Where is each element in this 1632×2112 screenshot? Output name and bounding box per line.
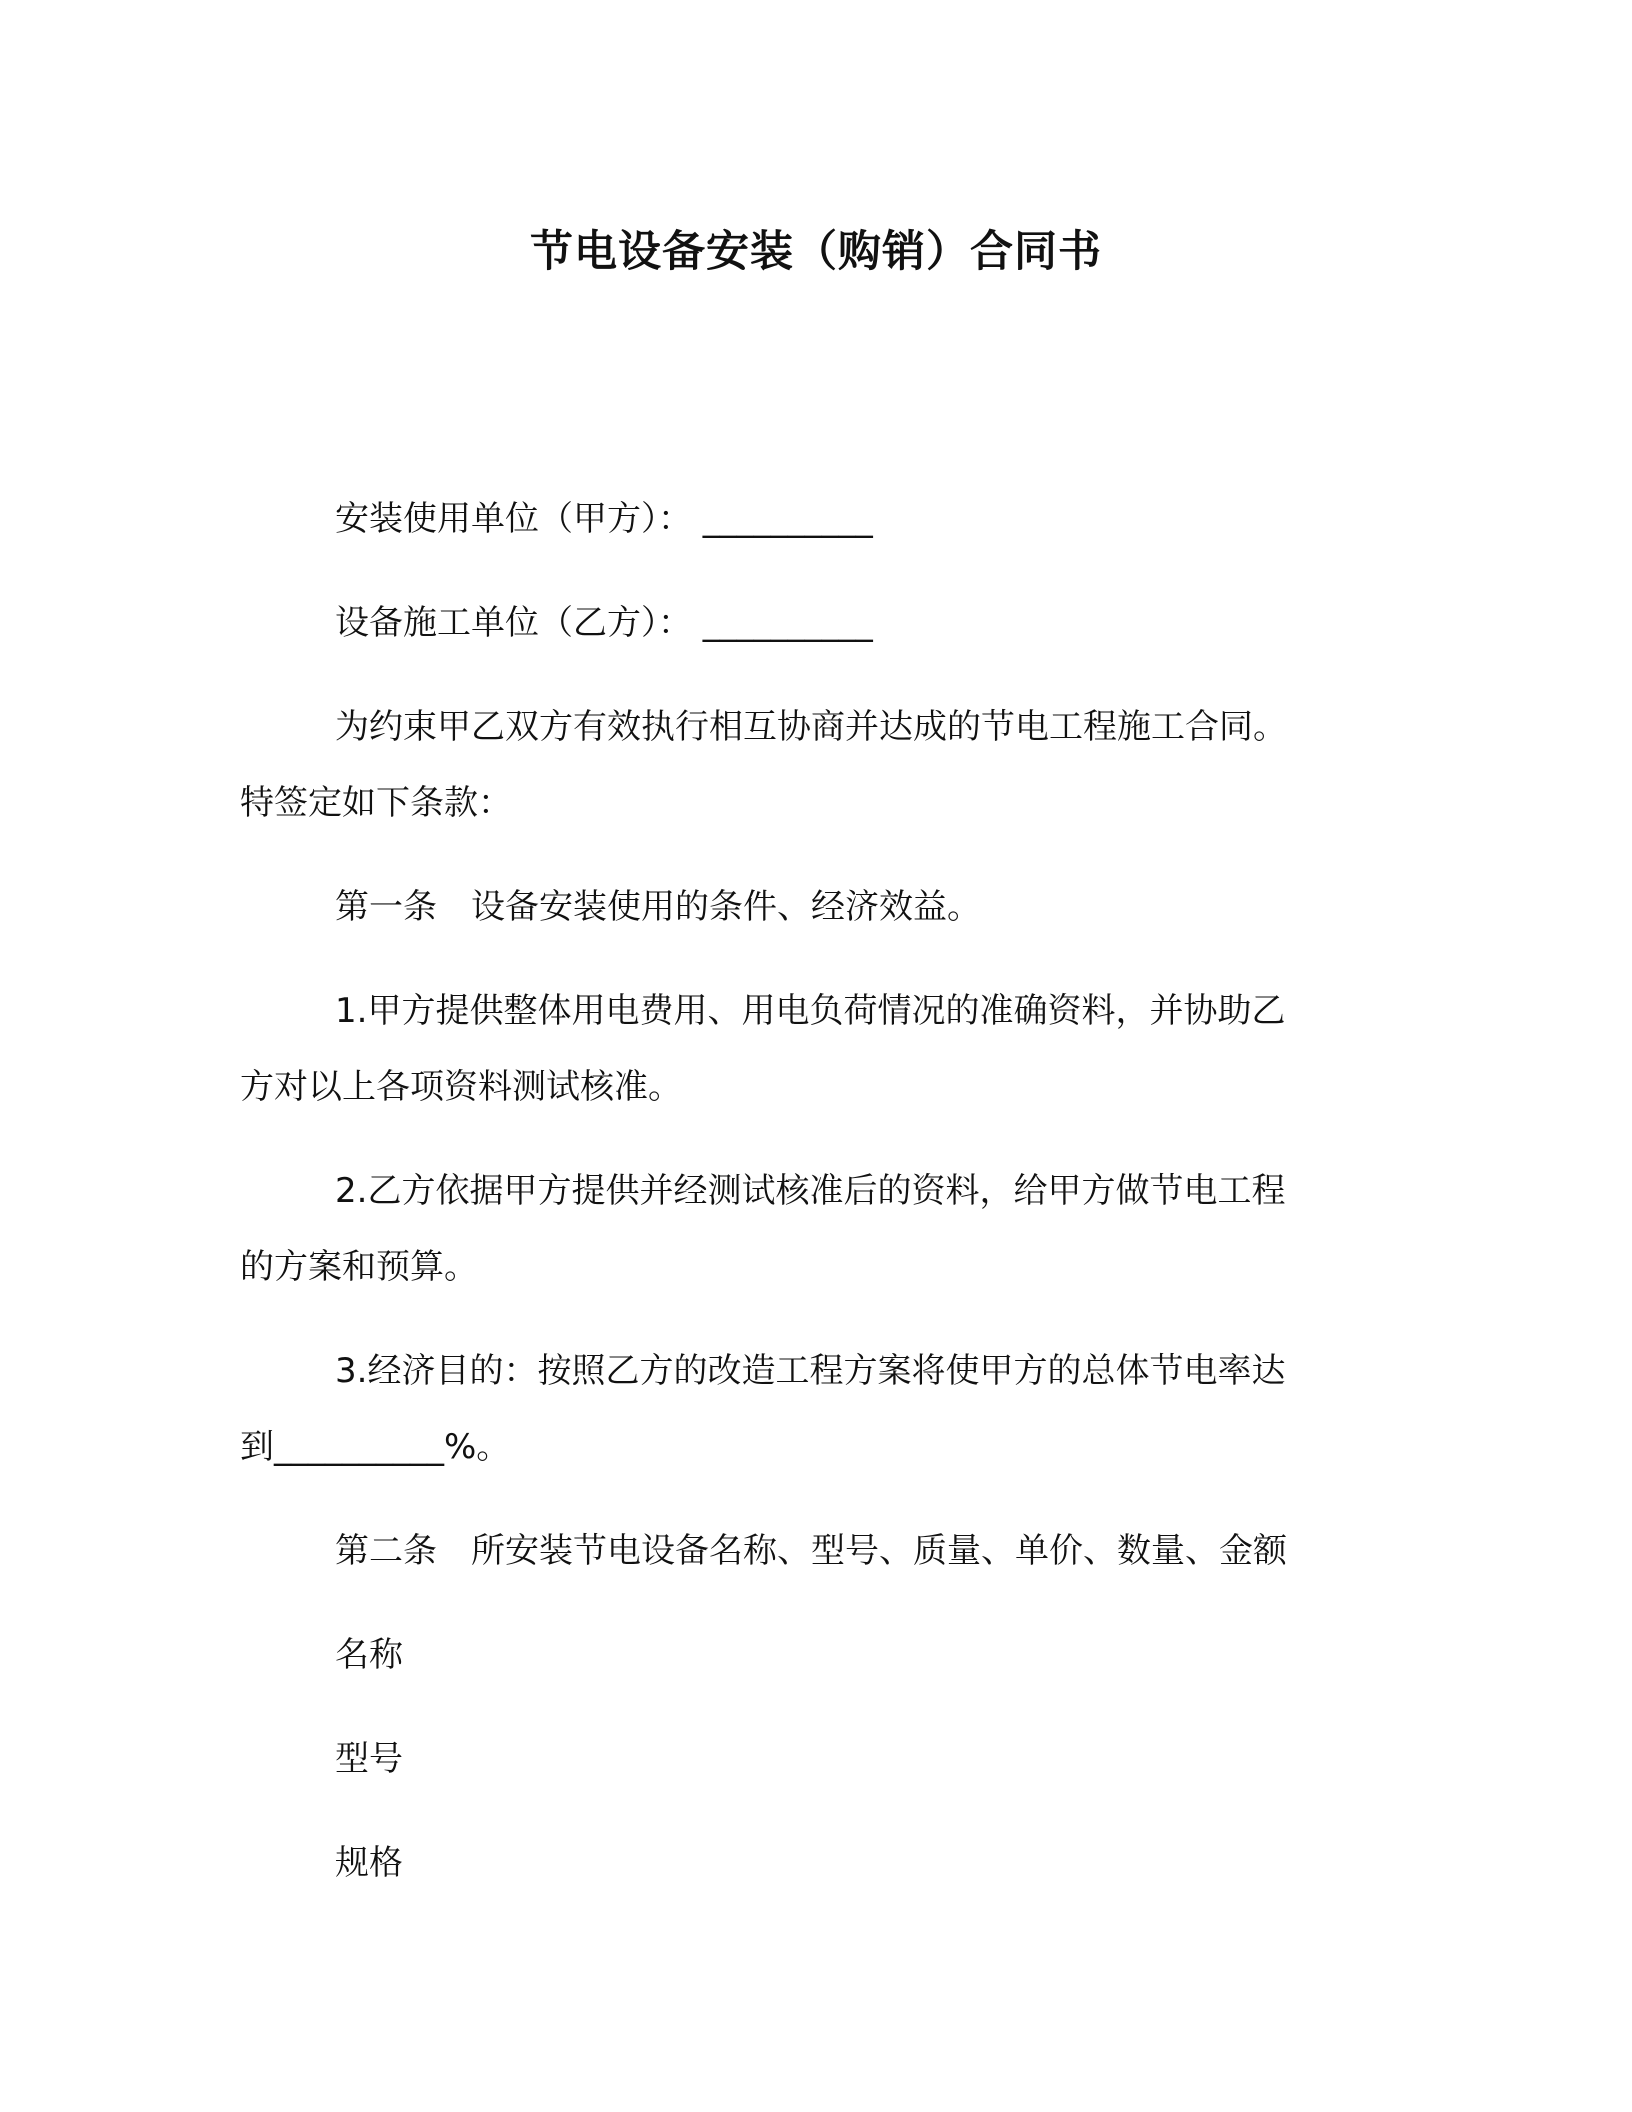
party-b-line: 设备施工单位（乙方）： __________: [335, 603, 873, 643]
field-model-label: 型号: [335, 1739, 403, 1779]
intro-text-line-2: 特签定如下条款：: [240, 783, 512, 823]
item-2-line-2: 的方案和预算。: [240, 1247, 478, 1287]
document-title: 节电设备安装（购销）合同书: [530, 227, 1102, 277]
field-name-label: 名称: [335, 1635, 403, 1675]
item-2-line-1: 2.乙方依据甲方提供并经测试核准后的资料，给甲方做节电工程: [335, 1171, 1286, 1211]
article-1-heading: 第一条 设备安装使用的条件、经济效益。: [335, 887, 981, 927]
article-2-heading: 第二条 所安装节电设备名称、型号、质量、单价、数量、金额: [335, 1531, 1287, 1571]
field-spec-label: 规格: [335, 1843, 403, 1883]
item-3-line-2: 到__________%。: [240, 1427, 511, 1467]
item-3-line-1: 3.经济目的：按照乙方的改造工程方案将使甲方的总体节电率达: [335, 1351, 1286, 1391]
item-1-line-1: 1.甲方提供整体用电费用、用电负荷情况的准确资料，并协助乙: [335, 991, 1286, 1031]
party-a-line: 安装使用单位（甲方）： __________: [335, 499, 873, 539]
item-1-line-2: 方对以上各项资料测试核准。: [240, 1067, 682, 1107]
intro-text-line-1: 为约束甲乙双方有效执行相互协商并达成的节电工程施工合同。: [335, 707, 1287, 747]
